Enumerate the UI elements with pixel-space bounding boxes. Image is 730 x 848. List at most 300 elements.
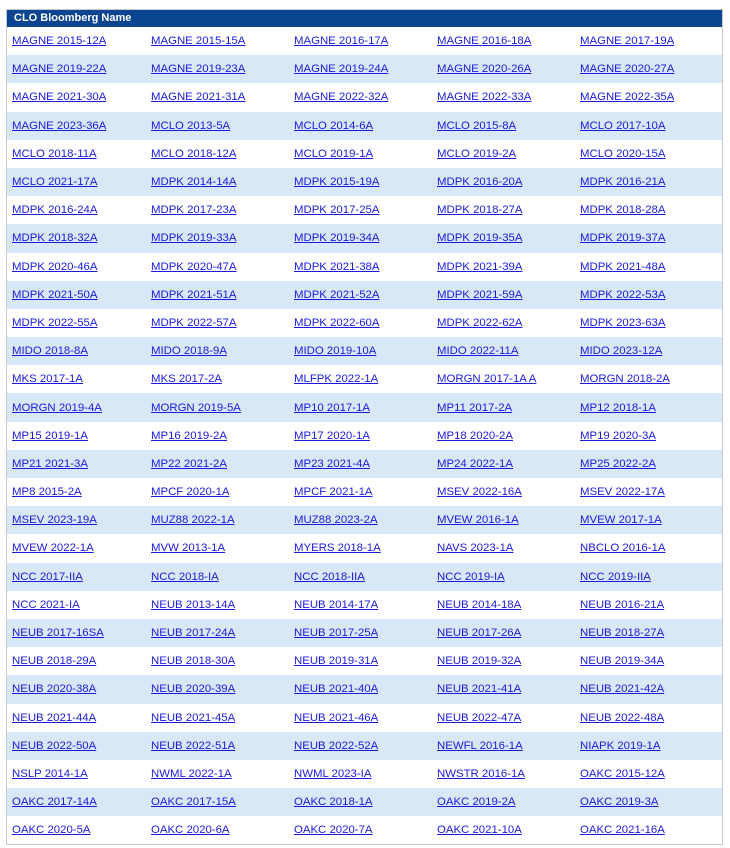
table-cell xyxy=(580,599,720,611)
clo-name-link[interactable]: MAGNE 2021-31A xyxy=(151,91,246,104)
table-cell xyxy=(437,458,580,470)
clo-name-link[interactable]: MAGNE 2022-35A xyxy=(580,91,675,104)
table-cell xyxy=(437,261,580,273)
clo-name-link[interactable]: NEUB 2022-51A xyxy=(151,739,236,752)
clo-name-link[interactable]: MDPK 2023-63A xyxy=(580,316,666,329)
table-cell xyxy=(437,514,580,526)
table-cell xyxy=(7,514,151,526)
clo-name-link[interactable]: MVW 2013-1A xyxy=(151,542,226,555)
table-cell xyxy=(7,627,151,639)
clo-name-link[interactable]: MAGNE 2015-12A xyxy=(12,35,107,48)
clo-name-link[interactable]: MCLO 2019-2A xyxy=(437,147,517,160)
table-cell xyxy=(580,458,720,470)
clo-name-link[interactable]: MP11 2017-2A xyxy=(437,401,513,414)
clo-name-link[interactable]: MDPK 2018-28A xyxy=(580,204,666,217)
table-cell xyxy=(294,35,437,47)
clo-name-link[interactable]: NEUB 2017-26A xyxy=(437,627,522,640)
clo-name-link[interactable]: NEUB 2022-47A xyxy=(437,711,522,724)
table-cell xyxy=(580,148,720,160)
table-cell xyxy=(437,204,580,216)
table-cell xyxy=(7,148,151,160)
table-row xyxy=(7,591,722,619)
clo-name-link[interactable]: MDPK 2021-59A xyxy=(437,288,523,301)
table-cell xyxy=(437,683,580,695)
table-cell xyxy=(437,176,580,188)
clo-name-link[interactable]: MUZ88 2023-2A xyxy=(294,514,378,527)
clo-name-link[interactable]: NEUB 2021-44A xyxy=(12,711,97,724)
table-cell xyxy=(437,571,580,583)
table-cell xyxy=(151,486,294,498)
clo-name-link[interactable]: MCLO 2020-15A xyxy=(580,147,666,160)
clo-name-link[interactable]: MDPK 2021-50A xyxy=(12,288,98,301)
table-cell xyxy=(151,91,294,103)
table-cell xyxy=(151,120,294,132)
table-cell xyxy=(580,571,720,583)
clo-name-link[interactable]: MDPK 2019-35A xyxy=(437,232,523,245)
table-row xyxy=(7,83,722,111)
clo-name-link[interactable]: NEUB 2022-52A xyxy=(294,739,379,752)
clo-name-link[interactable]: MKS 2017-2A xyxy=(151,373,222,386)
clo-name-link[interactable]: OAKC 2020-5A xyxy=(12,824,91,837)
clo-name-link[interactable]: MDPK 2015-19A xyxy=(294,176,380,189)
clo-name-link[interactable]: MP16 2019-2A xyxy=(151,429,227,442)
clo-name-link[interactable]: MCLO 2013-5A xyxy=(151,119,231,132)
table-cell xyxy=(151,542,294,554)
clo-name-link[interactable]: MP17 2020-1A xyxy=(294,429,370,442)
clo-name-link[interactable]: MDPK 2016-24A xyxy=(12,204,98,217)
clo-name-link[interactable]: MDPK 2021-52A xyxy=(294,288,380,301)
clo-name-link[interactable]: MDPK 2016-21A xyxy=(580,176,666,189)
table-cell xyxy=(7,63,151,75)
table-cell xyxy=(294,289,437,301)
clo-name-link[interactable]: NWSTR 2016-1A xyxy=(437,767,525,780)
clo-name-link[interactable]: MP10 2017-1A xyxy=(294,401,370,414)
table-cell xyxy=(437,627,580,639)
clo-name-link[interactable]: OAKC 2021-16A xyxy=(580,824,665,837)
clo-name-link[interactable]: MDPK 2022-60A xyxy=(294,316,380,329)
clo-name-link[interactable]: MP23 2021-4A xyxy=(294,457,370,470)
table-row xyxy=(7,337,722,365)
clo-name-link[interactable]: MORGN 2017-1A A xyxy=(437,373,537,386)
table-cell xyxy=(580,345,720,357)
table-row xyxy=(7,506,722,534)
clo-name-link[interactable]: MDPK 2022-62A xyxy=(437,316,523,329)
clo-name-link[interactable]: MP19 2020-3A xyxy=(580,429,656,442)
table-cell xyxy=(294,655,437,667)
table-cell xyxy=(7,232,151,244)
table-cell xyxy=(7,712,151,724)
clo-name-link[interactable]: NEUB 2014-18A xyxy=(437,598,522,611)
clo-name-link[interactable]: MDPK 2020-47A xyxy=(151,260,237,273)
clo-name-link[interactable]: MAGNE 2016-18A xyxy=(437,35,532,48)
table-cell xyxy=(151,627,294,639)
clo-name-link[interactable]: MDPK 2020-46A xyxy=(12,260,98,273)
table-cell xyxy=(7,204,151,216)
clo-name-link[interactable]: MP8 2015-2A xyxy=(12,486,82,499)
table-row xyxy=(7,365,722,393)
table-row xyxy=(7,253,722,281)
clo-name-link[interactable]: MAGNE 2021-30A xyxy=(12,91,107,104)
clo-name-link[interactable]: MVEW 2016-1A xyxy=(437,514,519,527)
clo-name-link[interactable]: NAVS 2023-1A xyxy=(437,542,514,555)
table-cell xyxy=(580,91,720,103)
table-cell xyxy=(151,458,294,470)
table-cell xyxy=(151,402,294,414)
clo-name-link[interactable]: MDPK 2018-32A xyxy=(12,232,98,245)
table-cell xyxy=(151,514,294,526)
table-cell xyxy=(151,63,294,75)
table-row xyxy=(7,619,722,647)
table-cell xyxy=(151,824,294,836)
clo-name-link[interactable]: MSEV 2023-19A xyxy=(12,514,97,527)
clo-name-link[interactable]: MAGNE 2022-33A xyxy=(437,91,532,104)
clo-name-link[interactable]: MDPK 2022-53A xyxy=(580,288,666,301)
clo-name-link[interactable]: MCLO 2021-17A xyxy=(12,176,98,189)
table-cell xyxy=(151,655,294,667)
clo-name-link[interactable]: NEUB 2021-45A xyxy=(151,711,236,724)
table-row xyxy=(7,478,722,506)
table-cell xyxy=(7,683,151,695)
table-cell xyxy=(580,261,720,273)
clo-name-link[interactable]: NEUB 2018-30A xyxy=(151,655,236,668)
table-row xyxy=(7,816,722,844)
clo-name-link[interactable]: MLFPK 2022-1A xyxy=(294,373,379,386)
table-cell xyxy=(294,571,437,583)
table-cell xyxy=(151,796,294,808)
table-cell xyxy=(294,204,437,216)
table-cell xyxy=(437,120,580,132)
table-cell xyxy=(580,796,720,808)
clo-name-link[interactable]: NEUB 2021-42A xyxy=(580,683,665,696)
table-cell xyxy=(580,204,720,216)
table-row xyxy=(7,55,722,83)
table-cell xyxy=(437,542,580,554)
table-cell xyxy=(7,402,151,414)
clo-name-link[interactable]: MCLO 2015-8A xyxy=(437,119,517,132)
table-cell xyxy=(580,63,720,75)
table-cell xyxy=(580,712,720,724)
table-cell xyxy=(437,796,580,808)
table-cell xyxy=(7,542,151,554)
clo-name-link[interactable]: MDPK 2019-34A xyxy=(294,232,380,245)
clo-name-link[interactable]: MIDO 2018-8A xyxy=(12,345,88,358)
table-cell xyxy=(7,289,151,301)
clo-name-link[interactable]: OAKC 2017-15A xyxy=(151,796,236,809)
table-cell xyxy=(294,824,437,836)
clo-name-link[interactable]: MVEW 2022-1A xyxy=(12,542,94,555)
clo-name-link[interactable]: MAGNE 2023-36A xyxy=(12,119,107,132)
clo-name-link[interactable]: NCC 2018-IA xyxy=(151,570,219,583)
table-cell xyxy=(7,317,151,329)
table-cell xyxy=(580,373,720,385)
table-cell xyxy=(7,768,151,780)
clo-name-link[interactable]: NEUB 2017-16SA xyxy=(12,627,104,640)
clo-name-link[interactable]: OAKC 2018-1A xyxy=(294,796,373,809)
clo-name-link[interactable]: MDPK 2017-25A xyxy=(294,204,380,217)
clo-name-link[interactable]: MUZ88 2022-1A xyxy=(151,514,235,527)
table-row xyxy=(7,168,722,196)
clo-name-link[interactable]: OAKC 2021-10A xyxy=(437,824,522,837)
clo-name-link[interactable]: MPCF 2020-1A xyxy=(151,486,230,499)
table-cell xyxy=(7,345,151,357)
table-cell xyxy=(294,768,437,780)
clo-name-link[interactable]: MSEV 2022-17A xyxy=(580,486,665,499)
clo-name-link[interactable]: NIAPK 2019-1A xyxy=(580,739,661,752)
table-cell xyxy=(151,571,294,583)
clo-name-link[interactable]: NEUB 2020-39A xyxy=(151,683,236,696)
table-cell xyxy=(580,683,720,695)
clo-name-link[interactable]: NEUB 2018-27A xyxy=(580,627,665,640)
clo-name-link[interactable]: MIDO 2018-9A xyxy=(151,345,227,358)
clo-name-link[interactable]: MP24 2022-1A xyxy=(437,457,513,470)
clo-name-link[interactable]: NEUB 2021-41A xyxy=(437,683,522,696)
clo-name-link[interactable]: NEUB 2014-17A xyxy=(294,598,379,611)
clo-name-link[interactable]: MDPK 2021-39A xyxy=(437,260,523,273)
clo-name-link[interactable]: NWML 2022-1A xyxy=(151,767,232,780)
clo-name-link[interactable]: MP22 2021-2A xyxy=(151,457,227,470)
table-cell xyxy=(7,824,151,836)
table-cell xyxy=(580,655,720,667)
table-row xyxy=(7,675,722,703)
clo-name-link[interactable]: MP12 2018-1A xyxy=(580,401,656,414)
clo-name-link[interactable]: NEUB 2017-25A xyxy=(294,627,379,640)
table-cell xyxy=(294,373,437,385)
table-cell xyxy=(7,176,151,188)
table-cell xyxy=(580,317,720,329)
table-cell xyxy=(580,824,720,836)
clo-name-link[interactable]: MDPK 2017-23A xyxy=(151,204,237,217)
table-cell xyxy=(294,542,437,554)
table-cell xyxy=(151,261,294,273)
clo-name-link[interactable]: MAGNE 2020-27A xyxy=(580,63,675,76)
clo-name-link[interactable]: NEUB 2021-46A xyxy=(294,711,379,724)
table-cell xyxy=(580,402,720,414)
clo-name-link[interactable]: NEUB 2020-38A xyxy=(12,683,97,696)
table-cell xyxy=(580,232,720,244)
table-cell xyxy=(437,768,580,780)
clo-name-link[interactable]: NWML 2023-IA xyxy=(294,767,372,780)
table-body xyxy=(7,27,722,844)
clo-name-link[interactable]: OAKC 2019-3A xyxy=(580,796,659,809)
clo-name-link[interactable]: NEUB 2013-14A xyxy=(151,598,236,611)
clo-name-link[interactable]: MAGNE 2019-23A xyxy=(151,63,246,76)
clo-name-link[interactable]: MORGN 2018-2A xyxy=(580,373,670,386)
table-cell xyxy=(7,599,151,611)
clo-name-link[interactable]: MDPK 2018-27A xyxy=(437,204,523,217)
table-cell xyxy=(580,430,720,442)
table-cell xyxy=(151,740,294,752)
clo-name-link[interactable]: MIDO 2023-12A xyxy=(580,345,663,358)
clo-name-link[interactable]: MORGN 2019-5A xyxy=(151,401,241,414)
table-cell xyxy=(7,740,151,752)
table-cell xyxy=(151,232,294,244)
clo-name-link[interactable]: NEUB 2019-31A xyxy=(294,655,379,668)
table-row xyxy=(7,196,722,224)
clo-name-link[interactable]: MDPK 2022-57A xyxy=(151,316,237,329)
table-cell xyxy=(437,655,580,667)
clo-name-link[interactable]: NCC 2019-IA xyxy=(437,570,505,583)
clo-name-link[interactable]: NBCLO 2016-1A xyxy=(580,542,666,555)
table-cell xyxy=(151,683,294,695)
clo-name-link[interactable]: MDPK 2021-51A xyxy=(151,288,237,301)
clo-name-link[interactable]: NSLP 2014-1A xyxy=(12,767,88,780)
clo-name-link[interactable]: NCC 2021-IA xyxy=(12,598,80,611)
clo-name-link[interactable]: NCC 2019-IIA xyxy=(580,570,651,583)
table-cell xyxy=(437,148,580,160)
table-cell xyxy=(294,740,437,752)
table-cell xyxy=(294,683,437,695)
table-cell xyxy=(151,345,294,357)
table-cell xyxy=(7,486,151,498)
clo-name-link[interactable]: NEUB 2022-48A xyxy=(580,711,665,724)
table-row xyxy=(7,112,722,140)
clo-name-link[interactable]: MPCF 2021-1A xyxy=(294,486,373,499)
table-row xyxy=(7,647,722,675)
table-cell xyxy=(437,824,580,836)
table-cell xyxy=(294,317,437,329)
clo-name-link[interactable]: MCLO 2017-10A xyxy=(580,119,666,132)
table-cell xyxy=(580,627,720,639)
clo-name-link[interactable]: NCC 2018-IIA xyxy=(294,570,365,583)
clo-name-link[interactable]: MDPK 2014-14A xyxy=(151,176,237,189)
clo-name-link[interactable]: OAKC 2017-14A xyxy=(12,796,97,809)
table-cell xyxy=(580,289,720,301)
clo-name-link[interactable]: NEUB 2022-50A xyxy=(12,739,97,752)
table-cell xyxy=(437,91,580,103)
clo-name-link[interactable]: MCLO 2019-1A xyxy=(294,147,374,160)
table-cell xyxy=(294,712,437,724)
table-cell xyxy=(294,120,437,132)
table-cell xyxy=(437,232,580,244)
clo-name-link[interactable]: NEUB 2019-32A xyxy=(437,655,522,668)
clo-name-link[interactable]: MDPK 2019-33A xyxy=(151,232,237,245)
table-cell xyxy=(437,63,580,75)
clo-names-table xyxy=(6,9,723,845)
table-cell xyxy=(151,317,294,329)
table-cell xyxy=(580,35,720,47)
clo-name-link[interactable]: MDPK 2022-55A xyxy=(12,316,98,329)
table-cell xyxy=(294,261,437,273)
table-row xyxy=(7,704,722,732)
clo-name-link[interactable]: MSEV 2022-16A xyxy=(437,486,522,499)
table-cell xyxy=(437,402,580,414)
table-cell xyxy=(7,458,151,470)
clo-name-link[interactable]: OAKC 2015-12A xyxy=(580,767,665,780)
table-cell xyxy=(151,599,294,611)
table-cell xyxy=(294,63,437,75)
table-cell xyxy=(580,542,720,554)
clo-name-link[interactable]: MAGNE 2019-24A xyxy=(294,63,389,76)
table-cell xyxy=(151,289,294,301)
table-cell xyxy=(437,373,580,385)
table-cell xyxy=(151,430,294,442)
table-cell xyxy=(7,261,151,273)
table-cell xyxy=(294,599,437,611)
table-cell xyxy=(151,712,294,724)
clo-name-link[interactable]: MAGNE 2019-22A xyxy=(12,63,107,76)
table-cell xyxy=(7,796,151,808)
table-row xyxy=(7,732,722,760)
clo-name-link[interactable]: MP25 2022-2A xyxy=(580,457,656,470)
table-cell xyxy=(7,571,151,583)
table-row xyxy=(7,27,722,55)
clo-name-link[interactable]: MCLO 2018-12A xyxy=(151,147,237,160)
table-cell xyxy=(294,148,437,160)
table-cell xyxy=(294,232,437,244)
clo-name-link[interactable]: MAGNE 2022-32A xyxy=(294,91,389,104)
clo-name-link[interactable]: NEUB 2021-40A xyxy=(294,683,379,696)
clo-name-link[interactable]: MCLO 2018-11A xyxy=(12,147,97,160)
clo-name-link[interactable]: OAKC 2020-7A xyxy=(294,824,373,837)
clo-name-link[interactable]: NEUB 2019-34A xyxy=(580,655,665,668)
table-cell xyxy=(437,599,580,611)
clo-name-link[interactable]: MDPK 2016-20A xyxy=(437,176,523,189)
clo-name-link[interactable]: MYERS 2018-1A xyxy=(294,542,381,555)
table-cell xyxy=(294,514,437,526)
table-cell xyxy=(580,740,720,752)
table-cell xyxy=(151,176,294,188)
clo-name-link[interactable]: MKS 2017-1A xyxy=(12,373,83,386)
clo-name-link[interactable]: MVEW 2017-1A xyxy=(580,514,662,527)
table-cell xyxy=(294,176,437,188)
table-row xyxy=(7,224,722,252)
table-cell xyxy=(437,430,580,442)
table-cell xyxy=(7,430,151,442)
table-cell xyxy=(294,486,437,498)
clo-name-link[interactable]: OAKC 2019-2A xyxy=(437,796,516,809)
table-cell xyxy=(580,514,720,526)
clo-name-link[interactable]: MIDO 2022-11A xyxy=(437,345,519,358)
table-row xyxy=(7,281,722,309)
table-cell xyxy=(580,768,720,780)
clo-name-link[interactable]: NEUB 2018-29A xyxy=(12,655,97,668)
table-cell xyxy=(580,176,720,188)
table-cell xyxy=(437,317,580,329)
table-row xyxy=(7,140,722,168)
clo-name-link[interactable]: NEWFL 2016-1A xyxy=(437,739,523,752)
clo-name-link[interactable]: MP18 2020-2A xyxy=(437,429,513,442)
clo-name-link[interactable]: OAKC 2020-6A xyxy=(151,824,230,837)
clo-name-link[interactable]: MAGNE 2016-17A xyxy=(294,35,389,48)
table-cell xyxy=(294,458,437,470)
clo-name-link[interactable]: MDPK 2021-38A xyxy=(294,260,380,273)
clo-name-link[interactable]: MORGN 2019-4A xyxy=(12,401,102,414)
clo-name-link[interactable]: MP21 2021-3A xyxy=(12,457,88,470)
clo-name-link[interactable]: NEUB 2016-21A xyxy=(580,598,665,611)
clo-name-link[interactable]: MCLO 2014-6A xyxy=(294,119,374,132)
table-cell xyxy=(7,91,151,103)
clo-name-link[interactable]: MP15 2019-1A xyxy=(12,429,88,442)
clo-name-link[interactable]: MIDO 2019-10A xyxy=(294,345,377,358)
clo-name-link[interactable]: MAGNE 2017-19A xyxy=(580,35,675,48)
table-cell xyxy=(151,204,294,216)
clo-name-link[interactable]: MAGNE 2020-26A xyxy=(437,63,532,76)
table-header: CLO Bloomberg Name xyxy=(7,10,722,27)
table-cell xyxy=(151,35,294,47)
table-cell xyxy=(151,768,294,780)
table-row xyxy=(7,788,722,816)
clo-name-link[interactable]: MDPK 2021-48A xyxy=(580,260,666,273)
table-cell xyxy=(294,430,437,442)
clo-name-link[interactable]: MAGNE 2015-15A xyxy=(151,35,246,48)
table-row xyxy=(7,309,722,337)
table-cell xyxy=(151,373,294,385)
table-row xyxy=(7,760,722,788)
clo-name-link[interactable]: NEUB 2017-24A xyxy=(151,627,236,640)
table-cell xyxy=(294,402,437,414)
clo-name-link[interactable]: MDPK 2019-37A xyxy=(580,232,666,245)
clo-name-link[interactable]: NCC 2017-IIA xyxy=(12,570,83,583)
